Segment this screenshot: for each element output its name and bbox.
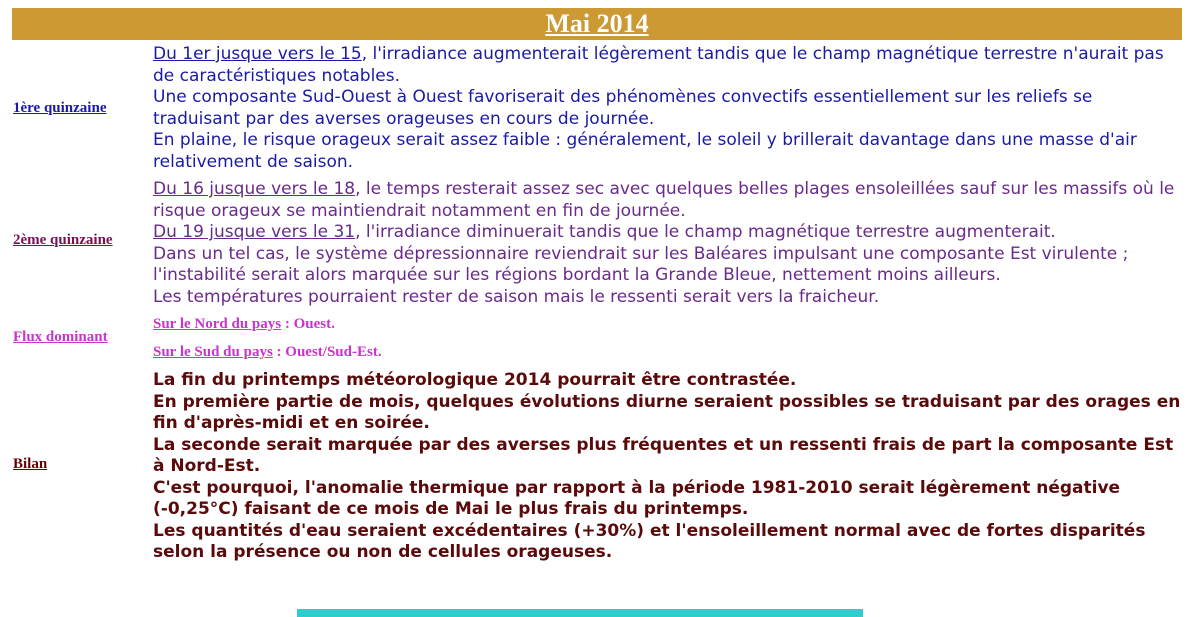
q2-paragraph-1: [153, 179, 1182, 222]
flux-south-value: : Ouest/Sud-Est.: [272, 344, 382, 360]
q1-paragraph-2: Une composante Sud-Ouest à Ouest favoriserait des phénomènes convectifs essentiellement sur les reliefs se traduisant par des averses orageuses en cours de journée.: [153, 87, 1093, 129]
bilan-paragraph-1: La fin du printemps météorologique 2014 pourrait être contrastée.: [153, 370, 797, 390]
forecast-table: [12, 44, 1182, 564]
month-header: [12, 8, 1182, 40]
q1-period-link[interactable]: Du 1er jusque vers le 15: [153, 44, 362, 64]
q2-period2-text: , l'irradiance diminuerait tandis que le champ magnétique terrestre augmenterait.: [355, 222, 1056, 242]
row-dominant-flow: [12, 308, 1182, 366]
bilan-paragraph-4: C'est pourquoi, l'anomalie thermique par rapport à la période 1981-2010 serait légèrement négative (-0,25°C) faisant de ce mois de Mai le plus frais du printemps.: [153, 477, 1121, 519]
content-second-fortnight: [153, 173, 1182, 308]
q2-paragraph-4: Les températures pourraient rester de saison mais le ressenti serait vers la fraicheur.: [153, 286, 880, 307]
q2-paragraph-3: Dans un tel cas, le système dépressionnaire reviendrait sur les Baléares impulsant une composante Est virulente ; l'instabilité serait alors marquée sur les régions bordant la Grande Bleue, nettement moins ailleurs.: [153, 243, 1129, 285]
row-second-fortnight: [12, 173, 1182, 308]
content-first-fortnight: [153, 44, 1182, 173]
content-summary: [153, 366, 1182, 564]
q2-period2-link[interactable]: Du 19 jusque vers le 31: [153, 222, 356, 242]
q1-paragraph-1: [153, 44, 1182, 87]
label-dominant-flow[interactable]: Flux dominant: [13, 328, 108, 345]
q2-paragraph-2: [153, 222, 1182, 244]
q1-paragraph-3: En plaine, le risque orageux serait assez faible : généralement, le soleil y brillerait davantage dans une masse d'air relativement de saison.: [153, 130, 1137, 172]
flux-north: [153, 310, 1182, 338]
q2-period1-link[interactable]: Du 16 jusque vers le 18: [153, 179, 356, 199]
row-summary: [12, 366, 1182, 564]
flux-north-link[interactable]: Sur le Nord du pays: [153, 316, 282, 332]
label-summary[interactable]: Bilan: [13, 456, 48, 473]
content-dominant-flow: [153, 308, 1182, 366]
bottom-image-strip: [297, 609, 863, 617]
q2-period1-text: , le temps resterait assez sec avec quelques belles plages ensoleillées sauf sur les massifs où le risque orageux se maintiendrait notamment en fin de journée.: [153, 179, 1175, 221]
flux-south-link[interactable]: Sur le Sud du pays: [153, 344, 273, 360]
label-second-fortnight[interactable]: 2ème quinzaine: [13, 232, 113, 248]
bilan-paragraph-2: En première partie de mois, quelques évolutions diurne seraient possibles se traduisant par des orages en fin d'après-midi et en soirée.: [153, 391, 1181, 433]
month-title: Mai 2014: [545, 9, 649, 38]
flux-north-value: : Ouest.: [281, 316, 335, 332]
forecast-container: [12, 8, 1182, 564]
label-first-fortnight[interactable]: 1ère quinzaine: [13, 100, 107, 116]
bilan-paragraph-5: Les quantités d'eau seraient excédentaires (+30%) et l'ensoleillement normal avec de fortes disparités selon la présence ou non de cellules orageuses.: [153, 520, 1146, 562]
bilan-paragraph-3: La seconde serait marquée par des averses plus fréquentes et un ressenti frais de part la composante Est à Nord-Est.: [153, 434, 1174, 476]
row-first-fortnight: [12, 44, 1182, 173]
flux-south: [153, 338, 1182, 366]
q1-period-text: , l'irradiance augmenterait légèrement tandis que le champ magnétique terrestre n'aurait pas de caractéristiques notables.: [153, 44, 1164, 86]
